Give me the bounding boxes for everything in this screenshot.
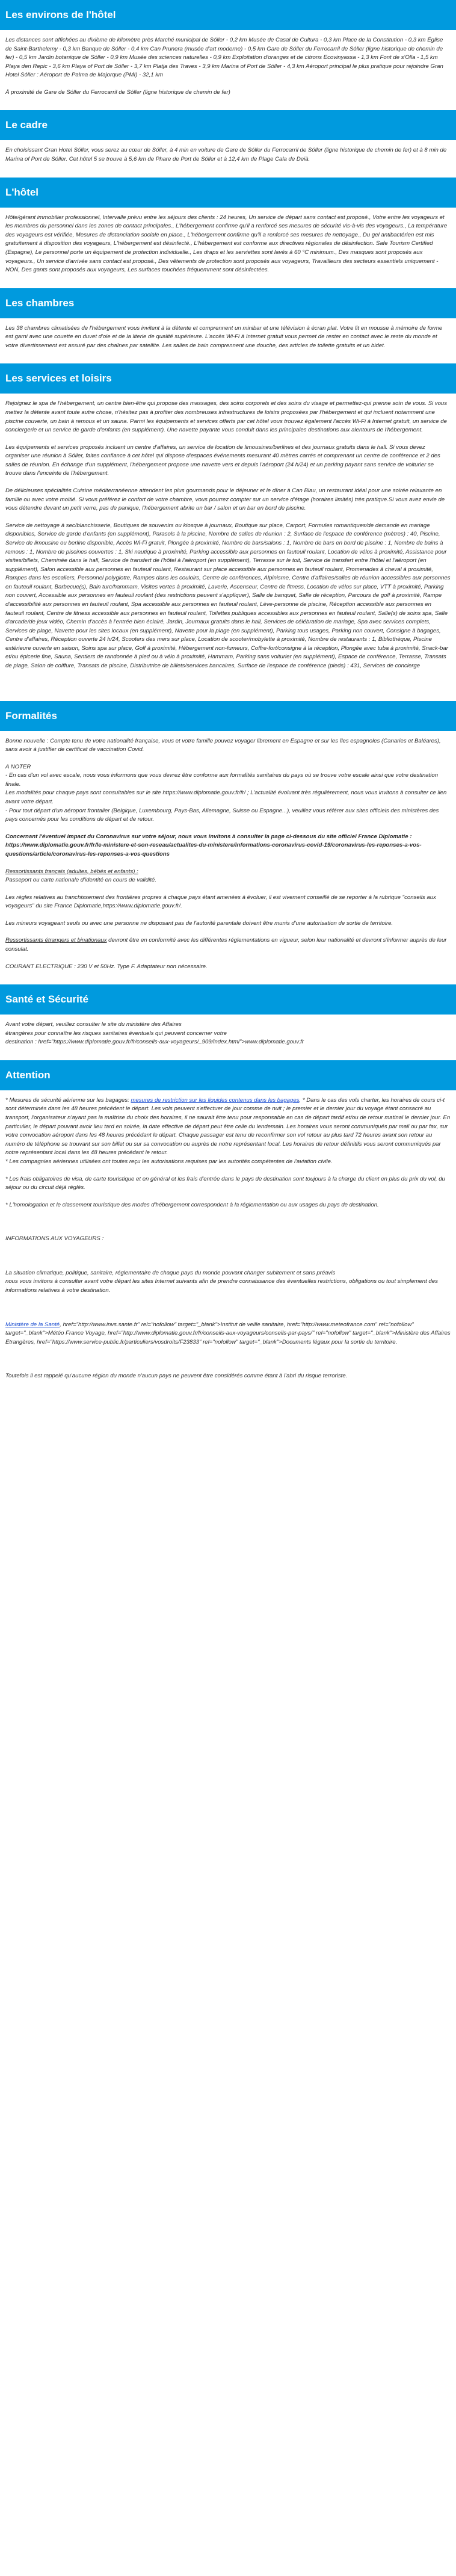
section-body-formalites — [0, 731, 456, 979]
attention-flights-text: . * Dans le cas des vols charter, les horaires de cours ci-t sont déterminés dans les 48 heures précédent le départ. Les vols peuvent s'effectuer de jour comme de nuit ; le premier et le dernier jour du voyage étant consacré au transport, l'organisateur n'ayant pas la maîtrise du choix des horaires, il ne saurait être tenu pour responsable en cas de départ tardif et/ou de retour matinal le dernier jour. En particulier, le départ pouvant avoir lieu tard en soirée, la date effective de départ peut être celle du lendemain. Les horaires vous seront communiqués par mail ou par fax, sur votre convocation aéroport dans les 48 heures précédant le départ. Chaque passager est tenu de reconfirmer son vol retour au plus tard 72 heures avant son retour au numéro de téléphone se trouvant sur son billet ou sur sa convocation ou auprès de notre représentant local. Les horaires de retour définitifs vous seront communiqués par notre représentant local dans les 48 heures précédant le retour. — [5, 1096, 451, 1157]
formalites-french-nationals — [5, 868, 451, 885]
sante-text — [5, 1021, 451, 1047]
services-restaurant-text: De délicieuses spécialités Cuisine méditerranéenne attendent les plus gourmands pour le déjeuner et le dîner à Can Blau, un restaurant idéal pour une soirée relaxante en famille ou avec votre moitié. Si vous préférez le confort de votre chambre, vous pourrez compter sur un service d'étage (horaires limités) très pratique.Si vous avez envie de vous détendre devant un petit verre, pas de panique, l'hébergement abrite un bar / salon et un bar en bord de piscine. — [5, 487, 445, 512]
attention-links — [5, 1321, 451, 1347]
formalites-minors: Les mineurs voyageant seuls ou avec une personne ne disposant pas de l'autorité parentale doivent être munis d'une autorisation de sortie de territoire. — [5, 919, 393, 927]
attention-visa: * Les frais obligatoires de visa, de carte touristique et en général et les frais d'entrée dans le pays de destination sont toujours à la charge du client en plus du prix du vol, du séjour ou du circuit déjà réglés. — [5, 1175, 445, 1191]
ministere-sante-link[interactable]: Ministère de la Santé — [5, 1321, 60, 1328]
section-header-environs: Les environs de l'hôtel — [0, 0, 456, 30]
formalites-coronavirus — [5, 833, 451, 859]
sante-line: Avant votre départ, veuillez consulter le site du ministère des Affaires — [5, 1021, 182, 1028]
attention-flights — [5, 1096, 451, 1167]
section-body-chambres — [0, 318, 456, 358]
services-amenities-list: Service de nettoyage à sec/blanchisserie, Boutiques de souvenirs ou kiosque à journaux, Boutique sur place, Carport, Formules romantiques/de demande en mariage disponibles, Service de garde d'enfants (en supplément), Parasols à la piscine, Nombre de salles de réunion : 2, Surface de l'espace de conférence (mètres) : 40, Piscine, Service de limousine ou berline disponible, Accès Wi-Fi gratuit, Plongée à proximité, Nombre de bars/salons : 1, Nombre de bars en bord de piscine : 1, Nombre de bains à remous : 1, Nombre de piscines couvertes : 1, Ski nautique à proximité, Parking accessible aux personnes en fauteuil roulant, Location de vélos à proximité, Assistance pour visites/billets, Cheminée dans le hall, Service de transfert de l'hôtel à l'aéroport (en supplément), Terrasse sur le toit, Service de transfert entre l'hôtel et l'aéroport (en supplément), Salon accessible aux personnes en fauteuil roulant, Restaurant sur place accessible aux personnes en fauteuil roulant, Promenades à cheval à proximité, Rampes dans les escaliers, Personnel polyglotte, Rampes dans les couloirs, Centre de conférences, Alpinisme, Centre d'affaires/salles de réunion accessibles aux personnes en fauteuil roulant, Barbecue(s), Bain turc/hammam, Visites vertes à proximité, Laverie, Ascenseur, Centre de fitness, Location de vélos sur place, VTT à proximité, Parking non couvert, Accessible aux personnes en fauteuil roulant (des restrictions peuvent s'appliquer), Salle de banquet, Salle de réception, Parcours de golf à proximité, Rampe d'accessibilité aux personnes en fauteuil roulant, Spa accessible aux personnes en fauteuil roulant, Lève-personne de piscine, Réception accessible aux personnes en fauteuil roulant, Centre de fitness accessible aux personnes en fauteuil roulant, Toilettes publiques accessibles aux personnes en fauteuil roulant, Salle(s) de soins spa, Salle d'arcade/de jeux vidéo, Chemin d'accès à l'entrée bien éclairé, Jardin, Journaux gratuits dans le hall, Services de célébration de mariage, Spa avec services complets, Services de plage, Navette pour les sites locaux (en supplément), Navette pour la plage (en supplément), Parking tous usages, Parking non couvert, Consigne à bagages, Centre d'affaires, Réception ouverte 24 h/24, Scooters des mers sur place, Location de scooter/mobylette à proximité, Nombre de restaurants : 1, Bibliothèque, Piscine extérieure ouverte en saison, Soins spa sur place, Golf à proximité, Hébergement non-fumeurs, Coffre-fort/consigne à la réception, Plongée avec tuba à proximité, Snack-bar et/ou épicerie fine, Sauna, Sentiers de randonnée à pied ou à vélo à proximité, Hammam, Parking sans voiturier (en supplément), Espace de conférence, Terrasse, Transats de plage, Salon de coiffure, Transats de piscine, Distributrice de billets/services bancaires, Surface de l'espace de conférence (pieds) : 431, Services de concierge — [5, 522, 451, 670]
foreign-nationals-text: devront être en conformité avec les différentes réglementations en vigueur, selon leur nationalité et devront s'informer auprès de leur consulat. — [5, 937, 447, 953]
attention-situation: La situation climatique, politique, sanitaire, réglementaire de chaque pays du monde pouvant changer subitement et sans préavis nous vous invitons à consulter avant votre départ les sites Internet suivants afin de prendre connaissance des éventuelles restrictions, obligations ou tout simplement des informations relatives à votre destination. — [5, 1269, 438, 1294]
attention-security-prefix: * Mesures de sécurité aérienne sur les bagages: — [5, 1096, 131, 1104]
attention-travellers-heading: INFORMATIONS AUX VOYAGEURS : — [5, 1235, 104, 1243]
attention-terrorism: Toutefois il est rappelé qu'aucune région du monde n'aucun pays ne peuvent être considérés comme étant à l'abri du risque terroriste. — [5, 1373, 348, 1380]
section-header-cadre: Le cadre — [0, 110, 456, 140]
formalites-note-line: Les modalités pour chaque pays sont consultables sur le site https://www.diplomatie.gouv.fr/fr/ ; L'actualité évoluant très régulièrement, nous vous invitons à consulter ce lien avant votre départ. — [5, 789, 447, 806]
liquids-restriction-link[interactable]: mesures de restriction sur les liquides contenus dans les bagages — [131, 1096, 300, 1104]
formalites-foreign-nationals — [5, 936, 451, 954]
services-spa-text: Rejoignez le spa de l'hébergement, un centre bien-être qui propose des massages, des soins corporels et des soins du visage et permettez-qui prenne soin de vous. Si vous mettez la détente avant toute autre chose, n'hésitez pas à profiter des nombreuses infrastructures de loisirs proposées par l'hébergement et qui incluent notamment une piscine couverte, un bain à remous et un sauna. Parmi les équipements et services offerts par cet hôtel vous trouvez également l'accès Wi-Fi à Internet gratuit, un service de conciergerie et un service de garde d'enfants (en supplément). Une navette payante vous conduit dans les principales destinations aux alentours de l'hébergement. — [5, 400, 448, 434]
section-header-hotel: L'hôtel — [0, 178, 456, 208]
environs-distances: Les distances sont affichées au dixième de kilomètre près Marché municipal de Sóller - 0,2 km Musée de Casal de Cultura - 0,3 km Place de la Constitution - 0,3 km Église de Saint-Barthelemy - 0,3 km Banque de Sóller - 0,4 km Can Prunera (musée d'art moderne) - 0,5 km Gare de Sóller du Ferrocarril de Sóller (ligne historique de chemin de fer) - 0,5 km Jardin botanique de Sóller - 0,9 km Musée des sciences naturelles - 0,9 km Exploitation d'oranges et de citrons Ecovinyassa - 1,3 km Font de s'Olla - 1,5 km Playa den Repic - 3,6 km Playa of Port de Sóller - 3,7 km Platja des Traves - 3,9 km Marina of Port de Sóller - 4,3 km Aéroport principal le plus pratique pour rejoindre Gran Hotel Sóller : Aéroport de Palma de Majorque (PMI) - 32,1 km — [5, 37, 443, 79]
formalites-note-line: A NOTER — [5, 763, 31, 770]
foreign-nationals-heading: Ressortissants étrangers et binationaux — [5, 937, 107, 944]
section-header-services: Les services et loisirs — [0, 363, 456, 394]
services-business-text: Les équipements et services proposés incluent un centre d'affaires, un service de location de limousines/berlines et des journaux gratuits dans le hall. Si vous devez organiser une réunion à Sóller, faites confiance à cet hôtel qui dispose d'espaces événements mesurant 40 mètres carrés et comprenant un centre de conférence et 2 des salles de réunion. En échange d'un supplément, l'hébergement propose une navette vers et depuis l'aéroport (24 h/24) et un parking payant sans service de voiturier se trouve dans l'enceinte de l'hébergement. — [5, 443, 440, 477]
section-body-attention — [0, 1090, 456, 1388]
sante-line: étrangères pour connaître les risques sanitaires éventuels qui peuvent concerner votre — [5, 1030, 227, 1037]
chambres-text: Les 38 chambres climatisées de l'hébergement vous invitent à la détente et comprennent un minibar et une télévision à écran plat. Votre lit en mousse à mémoire de forme est garni avec une couette en duvet d'oie et de la literie de qualité supérieure. L'accès Wi-Fi à Internet gratuit vous permet de rester en contact avec le reste du monde et votre divertissement est assuré par des chaînes par satellite. Les salles de bain comprennent une douche, des articles de toilette gratuits et un bidet. — [5, 324, 443, 349]
formalites-electricity: COURANT ELECTRIQUE : 230 V et 50Hz. Type F. Adaptateur non nécessaire. — [5, 963, 208, 970]
section-header-sante: Santé et Sécurité — [0, 984, 456, 1015]
formalites-note — [5, 763, 451, 824]
attention-links-text: , href="http://www.invs.sante.fr" rel="nofollow" target="_blank">Institut de veille sanitaire, href="http://www.meteofrance.com" rel="nofollow" target="_blank">Météo France Voyage, href="http://www.diplomatie.gouv.fr/fr/conseils-aux-voyageurs/conseils-par-pays/" rel="nofollow" target="_blank">Ministère des Affaires Étrangères, href="https://www.service-public.fr/particuliers/vosdroits/F23833" rel="nofollow" target="_blank">Documents légaux pour la sortie du territoire. — [5, 1321, 451, 1345]
sante-line: destination : href="https://www.diplomatie.gouv.fr/fr/conseils-aux-voyageurs/_909/index.html">www.diplomatie.gouv.fr — [5, 1039, 304, 1046]
french-nationals-text: Passeport ou carte nationale d'identité en cours de validité. — [5, 877, 156, 884]
attention-classification: * L'homologation et le classement touristique des modes d'hébergement correspondent à la réglementation ou aux usages du pays de destination. — [5, 1201, 379, 1208]
section-header-chambres: Les chambres — [0, 288, 456, 318]
formalites-note-line: - En cas d'un vol avec escale, nous vous informons que vous devrez être conforme aux formalités sanitaires du pays où se trouve votre escale ainsi que votre destination finale. — [5, 772, 439, 788]
section-header-attention: Attention — [0, 1060, 456, 1090]
section-header-formalites: Formalités — [0, 701, 456, 731]
section-body-hotel — [0, 208, 456, 282]
hotel-text: Hôte/gérant immobilier professionnel, Intervalle prévu entre les séjours des clients : 24 heures, Un service de départ sans contact est proposé., Votre entre les voyageurs et les membres du personnel dans les zones de contact principales., L'hébergement confirme qu'il a renforcé ses mesures de sécurité vis-à-vis des voyageurs., La température des voyageurs est vérifiée, Mesures de distanciation sociale en place., L'hébergement confirme qu'il a renforcé ses mesures de nettoyage., Du gel antibactérien est mis gratuitement à disposition des voyageurs, L'hébergement est désinfecté., L'hébergement est conforme aux directives régionales de désinfection. Safe Tourism Certified (Espagne), Le personnel porte un équipement de protection individuelle., Les draps et les serviettes sont lavés à 60 °C minimum., Des masques sont proposés aux voyageurs., Un service d'arrivée sans contact est proposé., Des vêtements de protection sont proposés aux voyageurs, Travailleurs des secteurs essentiels uniquement - NON, Des gants sont proposés aux voyageurs, Les surfaces touchées fréquemment sont désinfectées. — [5, 214, 448, 274]
formalites-borders: Les règles relatives au franchissement des frontières propres à chaque pays étant amenées à évoluer, il est vivement conseillé de se reporter à la rubrique "conseils aux voyageurs" du site France Diplomatie,https://www.diplomatie.gouv.fr/. — [5, 894, 436, 910]
coronavirus-heading: Concernant l'éventuel impact du Coronavirus sur votre séjour, nous vous invitons à consulter la page ci-dessous du site officiel France Diplomatie : — [5, 833, 412, 840]
formalites-intro: Bonne nouvelle : Compte tenu de votre nationalité française, vous et votre famille pouvez voyager librement en Espagne et sur les îles espagnoles (Canaries et Baléares), sans avoir à justifier de certificat de vaccination Covid. — [5, 737, 441, 753]
section-body-services — [0, 394, 456, 678]
formalites-note-line: - Pour tout départ d'un aéroport frontalier (Belgique, Luxembourg, Pays-Bas, Allemagne, Suisse ou Espagne...), veuillez vous référer aux sites officiels des ministères des pays concernés pour les conditions de départ et de retour. — [5, 807, 439, 823]
french-nationals-heading: Ressortissants français (adultes, bébés et enfants) : — [5, 868, 138, 875]
attention-airlines-text: * Les compagnies aériennes utilisées ont toutes reçu les autorisations requises par les autorités compétentes de l'aviation civile. — [5, 1158, 333, 1165]
cadre-text: En choisissant Gran Hotel Sóller, vous serez au cœur de Sóller, à 4 min en voiture de Gare de Sóller du Ferrocarril de Sóller (ligne historique de chemin de fer) et à 8 min de Marina of Port de Sóller. Cet hôtel 5 se trouve à 5,6 km de Phare de Port de Sóller et à 12,4 km de Plage Cala de Deià. — [5, 147, 447, 163]
section-body-sante — [0, 1015, 456, 1054]
environs-proximity: À proximité de Gare de Sóller du Ferrocarril de Sóller (ligne historique de chemin de fer) — [5, 88, 230, 96]
section-body-environs — [0, 30, 456, 104]
section-body-cadre — [0, 140, 456, 171]
coronavirus-link[interactable]: https://www.diplomatie.gouv.fr/fr/le-ministere-et-son-reseau/actualites-du-ministere/informations-coronavirus-covid-19/coronavirus-les-reponses-a-vos-questions/article/coronavirus-les-reponses-a-vos-questions — [5, 842, 422, 857]
